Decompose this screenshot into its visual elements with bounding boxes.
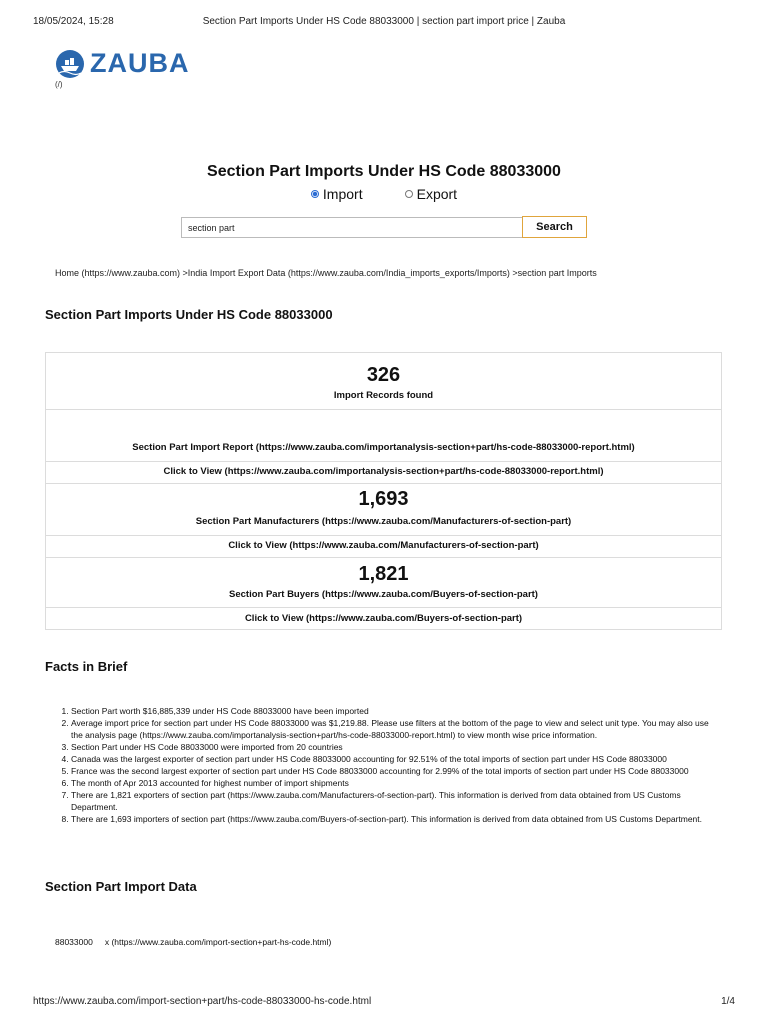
print-date: 18/05/2024, 15:28 [33, 16, 114, 27]
fact-item: 7. There are 1,821 exporters of section part (https://www.zauba.com/Manufacturers-of-section-part). This information is derived from data obtained from US Customs Department. [71, 789, 721, 813]
export-radio-label: Export [416, 186, 458, 202]
export-radio-dot[interactable] [405, 190, 413, 198]
report-row [46, 410, 721, 462]
buyers-view-row [46, 608, 721, 630]
manufacturers-row [46, 484, 721, 536]
stats-box [45, 352, 722, 630]
export-radio[interactable] [405, 186, 457, 202]
report-view-link[interactable]: Click to View (https://www.zauba.com/importanalysis-section+part/hs-code-88033000-report.html) [163, 466, 604, 477]
fact-item: 5. France was the second largest exporter of section part under HS Code 88033000 accounting for 2.99% of the total imports of section part under HS Code 88033000 [71, 765, 721, 777]
import-radio-label: Import [322, 186, 363, 202]
records-count: 326 [366, 364, 401, 386]
fact-item: 8. There are 1,693 importers of section part (https://www.zauba.com/Buyers-of-section-part). This information is derived from data obtained from US Customs Department. [71, 813, 721, 825]
manufacturers-view-row [46, 536, 721, 558]
hs-code-filter [55, 937, 331, 947]
import-data-heading: Section Part Import Data [45, 879, 197, 894]
import-radio[interactable] [311, 186, 363, 202]
records-row [46, 353, 721, 410]
print-url: https://www.zauba.com/import-section+part/hs-code-88033000-hs-code.html [33, 996, 372, 1007]
zauba-logo[interactable] [54, 48, 190, 79]
fact-item: 3. Section Part under HS Code 88033000 were imported from 20 countries [71, 741, 721, 753]
trade-type-radio-group [0, 186, 768, 202]
page-title: Section Part Imports Under HS Code 88033000 [207, 163, 561, 180]
hs-code-tag: 88033000 [55, 937, 93, 947]
report-view-row [46, 462, 721, 484]
search-button[interactable]: Search [522, 216, 587, 238]
records-label: Import Records found [333, 390, 434, 401]
ship-logo-icon [54, 49, 86, 79]
search-input[interactable] [181, 217, 524, 238]
manufacturers-link[interactable]: Section Part Manufacturers (https://www.zauba.com/Manufacturers-of-section-part) [195, 516, 572, 527]
logo-link[interactable]: (/) [55, 80, 63, 89]
buyers-link[interactable]: Section Part Buyers (https://www.zauba.com/Buyers-of-section-part) [229, 589, 538, 600]
hs-code-remove-link[interactable]: x (https://www.zauba.com/import-section+part-hs-code.html) [104, 937, 332, 947]
fact-item: 4. Canada was the largest exporter of section part under HS Code 88033000 accounting for 92.51% of the total imports of section part under HS Code 88033000 [71, 753, 721, 765]
buyers-view-link[interactable]: Click to View (https://www.zauba.com/Buyers-of-section-part) [244, 613, 523, 624]
report-link[interactable]: Section Part Import Report (https://www.zauba.com/importanalysis-section+part/hs-code-88033000-report.html) [132, 442, 635, 453]
buyers-row [46, 558, 721, 608]
logo-text: ZAUBA [90, 48, 190, 78]
facts-heading: Facts in Brief [45, 659, 128, 674]
breadcrumb[interactable]: Home (https://www.zauba.com) >India Import Export Data (https://www.zauba.com/India_imports_exports/Imports) >section part Imports [55, 268, 597, 278]
import-radio-dot[interactable] [311, 190, 319, 198]
manufacturers-count: 1,693 [358, 488, 409, 510]
print-footer [33, 996, 735, 1007]
fact-item: 1. Section Part worth $16,885,339 under HS Code 88033000 have been imported [71, 705, 721, 717]
fact-item: 6. The month of Apr 2013 accounted for highest number of import shipments [71, 777, 721, 789]
buyers-count: 1,821 [358, 563, 409, 585]
print-title: Section Part Imports Under HS Code 88033000 | section part import price | Zauba [202, 16, 566, 27]
manufacturers-view-link[interactable]: Click to View (https://www.zauba.com/Manufacturers-of-section-part) [228, 540, 539, 551]
facts-list [71, 705, 721, 825]
section-heading: Section Part Imports Under HS Code 88033000 [45, 307, 333, 322]
fact-item: 2. Average import price for section part under HS Code 88033000 was $1,219.88. Please use filters at the bottom of the page to view and select unit type. You may also use the analysis page (https://www.zauba.com/importanalysis-section+part/hs-code-88033000-report.html) to view month wise price information. [71, 717, 721, 741]
page-number: 1/4 [721, 996, 735, 1007]
